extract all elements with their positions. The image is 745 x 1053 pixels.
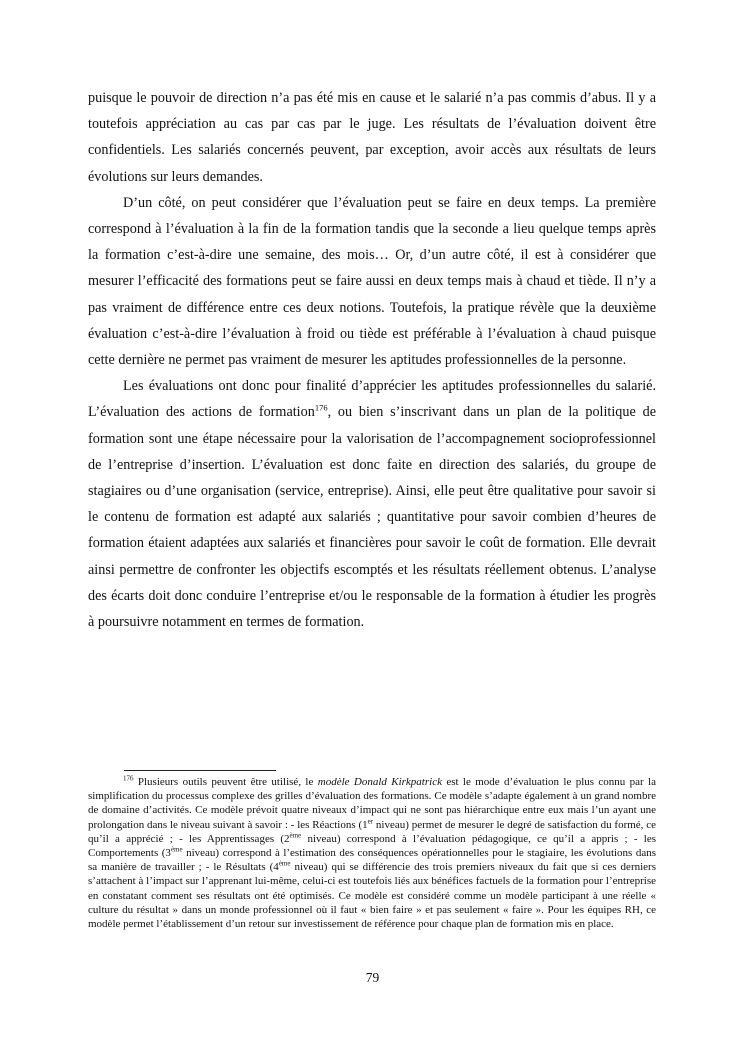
footnote-text-part: niveau) qui se différencie des trois premiers niveaux du fait que si ces derniers s’attachent à l’impact sur l’apprenant lui-même, celui-ci est toutefois liés aux bénéfices factuels de la formation pour l’entreprise en constatant comment ses résultats ont été optimisés. Ce modèle est considéré comme un modèle participant à une réelle « culture du résultat » dans un monde professionnel où il faut « bien faire » et pas seulement « faire ». Pour les équipes RH, ce modèle permet l’établissement d’un retour sur investissement de référence pour chaque plan de formation mis en place. xyxy=(88,861,656,931)
page-number: 79 xyxy=(365,970,380,985)
paragraph-2: D’un côté, on peut considérer que l’évaluation peut se faire en deux temps. La première correspond à l’évaluation à la fin de la formation tandis que la seconde a lieu quelque temps après la formation c’est-à-dire une semaine, des mois… Or, d’un autre côté, il est à considérer que mesurer l’efficacité des formations peut se faire aussi en deux temps mais à chaud et tiède. Il n’y a pas vraiment de différence entre ces deux notions. Toutefois, la pratique révèle que la deuxième évaluation c’est-à-dire l’évaluation à froid ou tiède est préférable à l’évaluation à chaud puisque cette dernière ne permet pas vraiment de mesurer les aptitudes professionnelles de la personne. xyxy=(88,194,656,369)
paragraph-3-text-end: , ou bien s’inscrivant dans un plan de la politique de formation sont une étape nécessaire pour la valorisation de l’accompagnement socioprofessionnel de l’entreprise d’insertion. L’évaluation est donc faite en direction des salariés, du groupe de stagiaires ou d’une organisation (service, entreprise). Ainsi, elle peut être qualitative pour savoir si le contenu de formation est adapté aux salariés ; quantitative pour savoir combien d’heures de formation étaient adaptées aux salariés et financières pour savoir le coût de formation. Elle devrait ainsi permettre de confronter les objectifs escomptés et les résultats réellement obtenus. L’analyse des écarts doit donc conduire l’entreprise et/ou le responsable de la formation à étudier les progrès à poursuivre notamment en termes de formation. xyxy=(88,404,656,631)
footnote-model-name: modèle Donald Kirkpatrick xyxy=(317,776,442,788)
footnote-text-part: niveau) correspond à l’estimation des conséquences opérationnelles pour le stagiaire, les évolutions dans sa manière de travailler ; - le Résultats (4 xyxy=(88,847,656,874)
paragraph-3 xyxy=(88,373,656,635)
footnote-number: 176 xyxy=(123,774,134,783)
footnote xyxy=(88,775,656,931)
footnote-text-part: Plusieurs outils peuvent être utilisé, le xyxy=(133,776,318,788)
footnote-text-part: est le mode d’évaluation le plus connu par la simplification du processus complexe des grilles d’évaluation des formations. Ce modèle s’adapte également à un grand nombre de domaine d’activités. Ce modèle prévoit quatre niveaux d’impact qui ne sont pas hiérarchique entre eux mais l’un ayant une prolongation dans le niveau suivant à savoir : - les Réactions (1 xyxy=(88,776,656,831)
footnote-text-part: niveau) permet de mesurer le degré de satisfaction du formé, ce qu’il a apprécié ; - les Apprentissages (2 xyxy=(88,818,656,845)
footnote-text-part: niveau) correspond à l’évaluation pédagogique, ce qu’il a appris ; - les Comportements (3 xyxy=(88,832,657,860)
paragraph-3-text-start: Les évaluations ont donc pour finalité d’apprécier les aptitudes professionnelles du salarié. L’évaluation des actions de formation xyxy=(88,378,656,421)
ordinal-superscript: ème xyxy=(289,831,302,840)
body-text xyxy=(88,85,656,635)
footnote-text xyxy=(88,775,656,931)
ordinal-superscript: er xyxy=(367,816,374,825)
ordinal-superscript: ème xyxy=(278,859,291,868)
footnote-separator xyxy=(124,770,276,771)
ordinal-superscript: ème xyxy=(170,845,183,854)
paragraph-1: puisque le pouvoir de direction n’a pas été mis en cause et le salarié n’a pas commis d’abus. Il y a toutefois appréciation au cas par cas par le juge. Les résultats de l’évaluation doivent être confidentiels. Les salariés concernés peuvent, par exception, avoir accès aux résultats de leurs évolutions sur leurs demandes. xyxy=(88,90,656,185)
footnote-reference[interactable]: 176 xyxy=(314,402,328,413)
